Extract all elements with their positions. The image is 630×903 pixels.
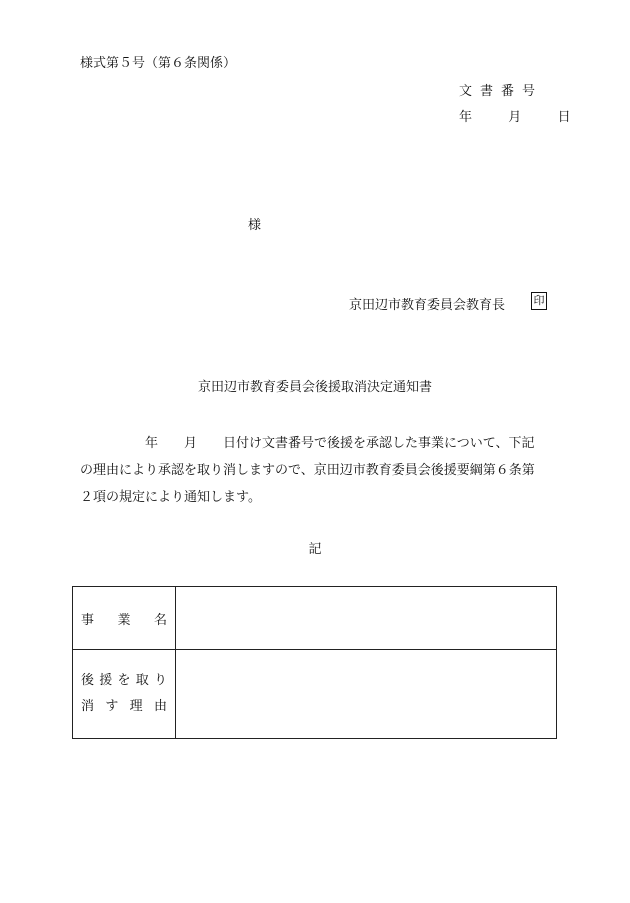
- date-line: [459, 106, 571, 125]
- label-char: 業: [117, 612, 131, 628]
- label-char: 事: [81, 612, 95, 628]
- label-char: 名: [153, 612, 167, 628]
- label-char: 由: [153, 699, 167, 714]
- record-table: [72, 586, 557, 739]
- recipient-honorific: 様: [248, 218, 262, 233]
- table-row-cancel-reason: [73, 650, 557, 739]
- label-char: 消: [81, 699, 95, 714]
- body-line-2: の理由により承認を取り消しますので、京田辺市教育委員会後援要綱第６条第: [80, 463, 535, 478]
- label-char: す: [105, 699, 119, 714]
- label-char: 援: [99, 673, 113, 688]
- table-row-project-name: [73, 587, 557, 650]
- sender-name: 京田辺市教育委員会教育長: [349, 298, 506, 313]
- cancel-reason-value[interactable]: [176, 650, 557, 739]
- project-name-value[interactable]: [176, 587, 557, 650]
- date-month: 月: [508, 110, 522, 125]
- seal-stamp: 印: [531, 292, 547, 310]
- date-year: 年: [459, 110, 473, 125]
- document-number-label: 文書番号: [459, 84, 544, 99]
- body-text: [80, 430, 556, 511]
- date-day: 日: [557, 110, 571, 125]
- label-char: 取: [135, 673, 149, 688]
- cancel-reason-label: [73, 650, 176, 739]
- ki-marker: 記: [308, 542, 322, 557]
- label-char: を: [117, 673, 131, 688]
- label-char: り: [153, 673, 167, 688]
- body-line-1: 年 月 日付け文書番号で後援を承認した事業について、下記: [80, 436, 535, 451]
- body-line-3: ２項の規定により通知します。: [80, 490, 261, 505]
- form-number: 様式第５号（第６条関係）: [80, 56, 237, 71]
- label-char: 後: [81, 673, 95, 688]
- project-name-label: [73, 587, 176, 650]
- document-title: 京田辺市教育委員会後援取消決定通知書: [197, 380, 432, 395]
- label-char: 理: [129, 699, 143, 714]
